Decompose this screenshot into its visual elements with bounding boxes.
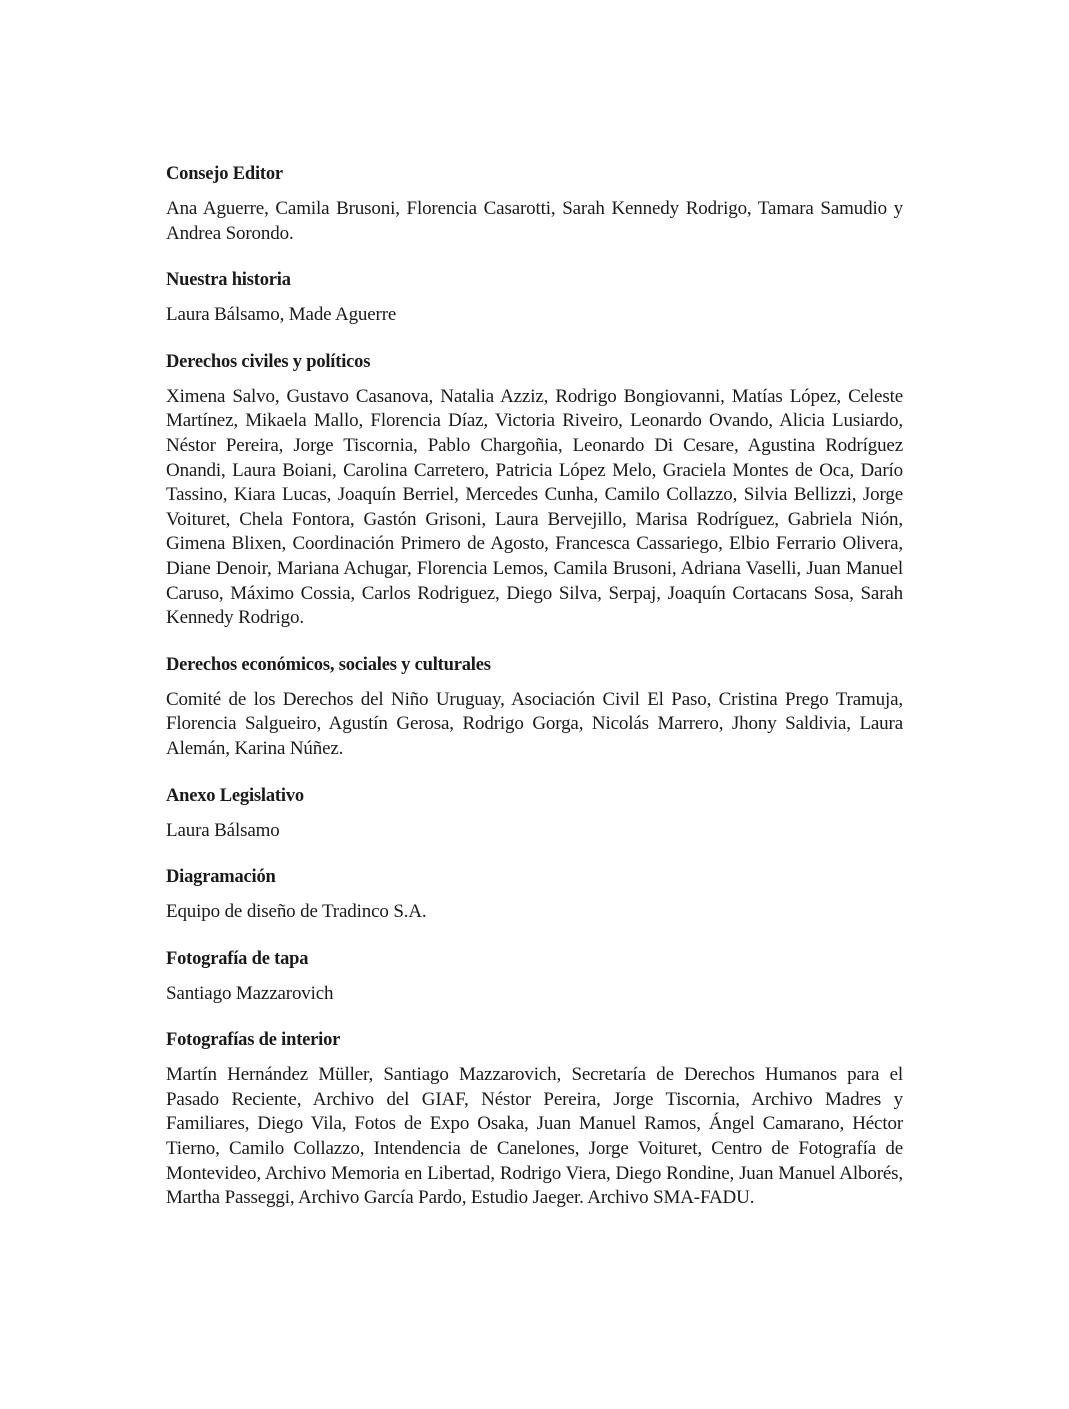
section-body: Laura Bálsamo xyxy=(166,819,280,841)
section-body: Ximena Salvo, Gustavo Casanova, Natalia Azziz, Rodrigo Bongiovanni, Matías López, Celeste Martínez, Mikaela Mallo, Florencia Díaz, Victoria Riveiro, Leonardo Ovando, Alicia Lusiardo, Néstor Pereira, Jorge Tiscornia, Pablo Chargoñia, Leonardo Di Cesare, Agustina Rodríguez Onandi, Laura Boiani, Carolina Carretero, Patricia López Melo, Graciela Montes de Oca, Darío Tassino, Kiara Lucas, Joaquín Berriel, Mercedes Cunha, Camilo Collazzo, Silvia Bellizzi, Jorge Voituret, Chela Fontora, Gastón Grisoni, Laura Bervejillo, Marisa Rodríguez, Gabriela Nión, Gimena Blixen, Coordinación Primero de Agosto, Francesca Cassariego, Elbio Ferrario Olivera, Diane Denoir, Mariana Achugar, Florencia Lemos, Camila Brusoni, Adriana Vaselli, Juan Manuel Caruso, Máximo Cossia, Carlos Rodriguez, Diego Silva, Serpaj, Joaquín Cortacans Sosa, Sarah Kennedy Rodrigo. xyxy=(166,385,903,629)
section-title: Fotografía de tapa xyxy=(166,948,309,969)
section-nuestra-historia xyxy=(166,268,903,328)
section-title: Derechos civiles y políticos xyxy=(166,351,371,372)
section-title: Derechos económicos, sociales y culturales xyxy=(166,654,491,675)
section-consejo-editor xyxy=(166,162,903,246)
section-body: Equipo de diseño de Tradinco S.A. xyxy=(166,901,427,923)
section-diagramacion xyxy=(166,865,903,925)
credits-page xyxy=(166,162,903,1233)
section-title: Nuestra historia xyxy=(166,270,291,291)
section-title: Diagramación xyxy=(166,867,276,888)
section-body: Martín Hernández Müller, Santiago Mazzarovich, Secretaría de Derechos Humanos para el Pasado Reciente, Archivo del GIAF, Néstor Pereira, Jorge Tiscornia, Archivo Madres y Familiares, Diego Vila, Fotos de Expo Osaka, Juan Manuel Ramos, Ángel Camarano, Héctor Tierno, Camilo Collazzo, Intendencia de Canelones, Jorge Voituret, Centro de Fotografía de Montevideo, Archivo Memoria en Libertad, Rodrigo Viera, Diego Rondine, Juan Manuel Alborés, Martha Passeggi, Archivo García Pardo, Estudio Jaeger. Archivo SMA-FADU. xyxy=(166,1064,903,1209)
section-title: Anexo Legislativo xyxy=(166,785,304,806)
section-fotografias-interior xyxy=(166,1028,903,1211)
section-derechos-civiles-politicos xyxy=(166,350,903,631)
section-body: Comité de los Derechos del Niño Uruguay, Asociación Civil El Paso, Cristina Prego Tramuja, Florencia Salgueiro, Agustín Gerosa, Rodrigo Gorga, Nicolás Marrero, Jhony Saldivia, Laura Alemán, Karina Núñez. xyxy=(166,688,903,759)
section-body: Santiago Mazzarovich xyxy=(166,982,334,1004)
section-anexo-legislativo xyxy=(166,784,903,844)
section-title: Fotografías de interior xyxy=(166,1030,341,1051)
section-derechos-economicos-sociales-culturales xyxy=(166,653,903,762)
section-body: Laura Bálsamo, Made Aguerre xyxy=(166,304,397,326)
section-body: Ana Aguerre, Camila Brusoni, Florencia Casarotti, Sarah Kennedy Rodrigo, Tamara Samudio y Andrea Sorondo. xyxy=(166,198,903,244)
section-title: Consejo Editor xyxy=(166,164,283,184)
section-fotografia-tapa xyxy=(166,947,903,1007)
